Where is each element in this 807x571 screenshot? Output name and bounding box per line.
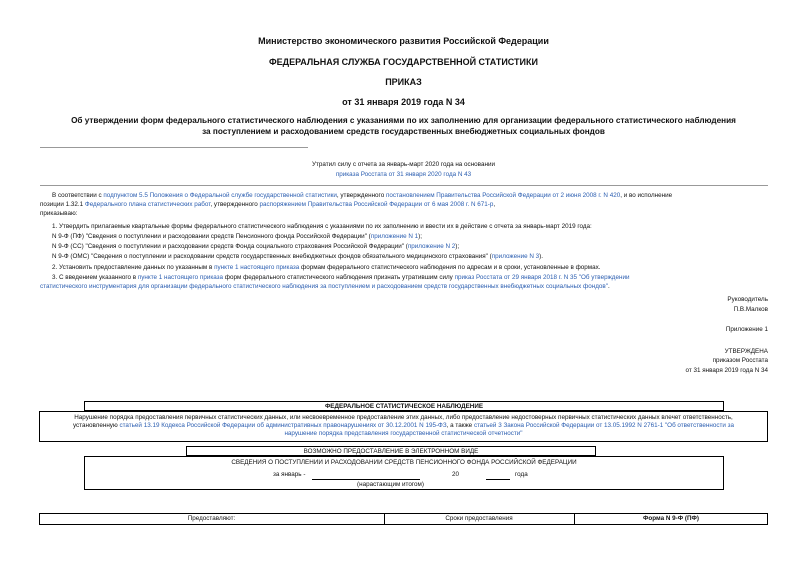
appendix-label: Приложение 1 <box>725 326 768 333</box>
link-podpunkt-5-5[interactable]: подпунктом 5.5 Положения о Федеральной службе государственной статистики <box>103 192 337 199</box>
status-link[interactable]: приказа Росстата от 31 января 2020 года N 43 <box>335 171 472 178</box>
link-rasporyazhenie-671[interactable]: распоряжением Правительства Российской Федерации от 6 мая 2008 г. N 671-р <box>259 201 494 208</box>
item-1: 1. Утвердить прилагаемые квартальные формы федерального статистического наблюдения с указаниями по их заполнению и ввести их в действие с отчета за январь-март 2019 года: <box>52 223 592 230</box>
link-item3-punkt1[interactable]: пункте 1 настоящего приказа <box>137 274 224 281</box>
appendix-approved: УТВЕРЖДЕНА <box>724 348 768 355</box>
link-prikaz-35-cont[interactable]: статистического инструментария для организации федерального статистического наблюдения за поступлением и расходованием средств государственных внебюджетных социальных фондов" <box>40 283 608 290</box>
item-3-line2: статистического инструментария для организации федерального статистического наблюдения за поступлением и расходованием средств государственных внебюджетных социальных фондов". <box>40 283 610 290</box>
electronic-box <box>186 446 596 456</box>
link-postanovlenie-420[interactable]: постановлением Правительства Российской Федерации от 2 июня 2008 г. N 420 <box>385 192 621 199</box>
fsn-header: ФЕДЕРАЛЬНОЕ СТАТИСТИЧЕСКОЕ НАБЛЮДЕНИЕ <box>324 403 484 410</box>
warning-line2: установленную статьей 13.19 Кодекса Российской Федерации об административных правонарушениях от 30.12.2001 N 195-ФЗ, а также статьей 3 Закона Российской Федерации от 13.05.1992 N 2761-1 "Об ответственности за <box>72 422 735 429</box>
preamble-order: приказываю: <box>40 210 78 217</box>
doc-title-line2: за поступлением и расходованием средств государственных внебюджетных социальных фондов <box>202 127 605 136</box>
preamble-line1: В соответствии с подпунктом 5.5 Положения о Федеральной службе государственной статистики, утвержденного постановлением Правительства Российской Федерации от 2 июня 2008 г. N 420, и во исполнение <box>52 192 673 199</box>
appendix-date: от 31 января 2019 года N 34 <box>685 367 768 374</box>
ministry-title: Министерство экономического развития Российской Федерации <box>258 36 549 46</box>
link-koap-13-19[interactable]: статьей 13.19 Кодекса Российской Федерации об административных правонарушениях от 30.12.2001 N 195-ФЗ <box>119 422 447 429</box>
doc-date-number: от 31 января 2019 года N 34 <box>342 97 465 107</box>
year-suffix: года <box>515 471 528 478</box>
link-appendix-2[interactable]: приложение N 2 <box>407 243 456 250</box>
doc-type: ПРИКАЗ <box>385 77 422 87</box>
link-appendix-3[interactable]: приложение N 3 <box>491 253 540 260</box>
fsn-header-box <box>84 401 724 411</box>
link-item2-punkt1[interactable]: пункте 1 настоящего приказа <box>214 264 300 271</box>
footer-deadlines: Сроки предоставления <box>445 515 513 522</box>
appendix-by: приказом Росстата <box>712 357 768 364</box>
period-month-line <box>312 479 420 480</box>
warning-line1: Нарушение порядка предоставления первичных статистических данных, или несвоевременное предоставление этих данных, либо предоставление недостоверных первичных статистических данных влечет ответственность, <box>74 414 733 421</box>
period-label: за январь - <box>273 471 306 478</box>
footer-provides: Предоставляют: <box>187 515 236 522</box>
preamble-separator <box>40 185 768 186</box>
footer-form-number: Форма N 9-Ф (ПФ) <box>643 515 699 522</box>
warning-box <box>39 411 768 442</box>
form-item-ss: N 9-Ф (СС) "Сведения о поступлении и расходовании средств Фонда социального страхования Российской Федерации" (приложение N 2); <box>52 243 460 250</box>
item-3: 3. С введением указанного в пункте 1 настоящего приказа форм федерального статистического наблюдения признать утратившим силу приказ Росстата от 29 января 2018 г. N 35 "Об утверждении <box>52 274 630 281</box>
form-item-oms: N 9-Ф (ОМС) "Сведения о поступлении и расходовании средств государственных внебюджетных фондов обязательного медицинского страхования" (приложение N 3). <box>52 253 543 260</box>
link-prikaz-35[interactable]: приказ Росстата от 29 января 2018 г. N 35 "Об утверждении <box>454 274 630 281</box>
preamble-line2: позиции 1.32.1 Федерального плана статистических работ, утвержденного распоряжением Правительства Российской Федерации от 6 мая 2008 г. N 671-р, <box>40 201 496 208</box>
signature-role: Руководитель <box>727 296 768 303</box>
year-line <box>486 479 510 480</box>
signature-name: П.В.Малков <box>733 306 768 313</box>
cumulative-label: (нарастающим итогом) <box>357 481 424 488</box>
form-item-pf: N 9-Ф (ПФ) "Сведения о поступлении и расходовании средств Пенсионного фонда Российской Федерации" (приложение N 1); <box>52 233 423 240</box>
status-line: Утратил силу с отчета за январь-март 2020 года на основании <box>312 161 495 168</box>
electronic-label: ВОЗМОЖНО ПРЕДОСТАВЛЕНИЕ В ЭЛЕКТРОННОМ ВИДЕ <box>303 448 479 455</box>
link-zakon-2761-cont[interactable]: нарушение порядка представления государственной статистической отчетности" <box>284 430 523 437</box>
link-appendix-1[interactable]: приложение N 1 <box>370 233 419 240</box>
link-fed-plan[interactable]: Федерального плана статистических работ <box>84 201 211 208</box>
report-title: СВЕДЕНИЯ О ПОСТУПЛЕНИИ И РАСХОДОВАНИИ СРЕДСТВ ПЕНСИОННОГО ФОНДА РОССИЙСКОЙ ФЕДЕРАЦИИ <box>231 459 577 466</box>
doc-title-line1: Об утверждении форм федерального статистического наблюдения с указаниями по их заполнению для организации федерального статистического наблюдения <box>71 116 736 125</box>
link-zakon-2761[interactable]: статьей 3 Закона Российской Федерации от 13.05.1992 N 2761-1 "Об ответственности за <box>473 422 735 429</box>
year-prefix: 20 <box>452 471 460 478</box>
item-2: 2. Установить предоставление данных по указанным в пункте 1 настоящего приказа формам федерального статистического наблюдения по адресам и в сроки, установленные в формах. <box>52 264 601 271</box>
title-separator <box>40 147 308 148</box>
service-title: ФЕДЕРАЛЬНАЯ СЛУЖБА ГОСУДАРСТВЕННОЙ СТАТИСТИКИ <box>269 57 538 67</box>
